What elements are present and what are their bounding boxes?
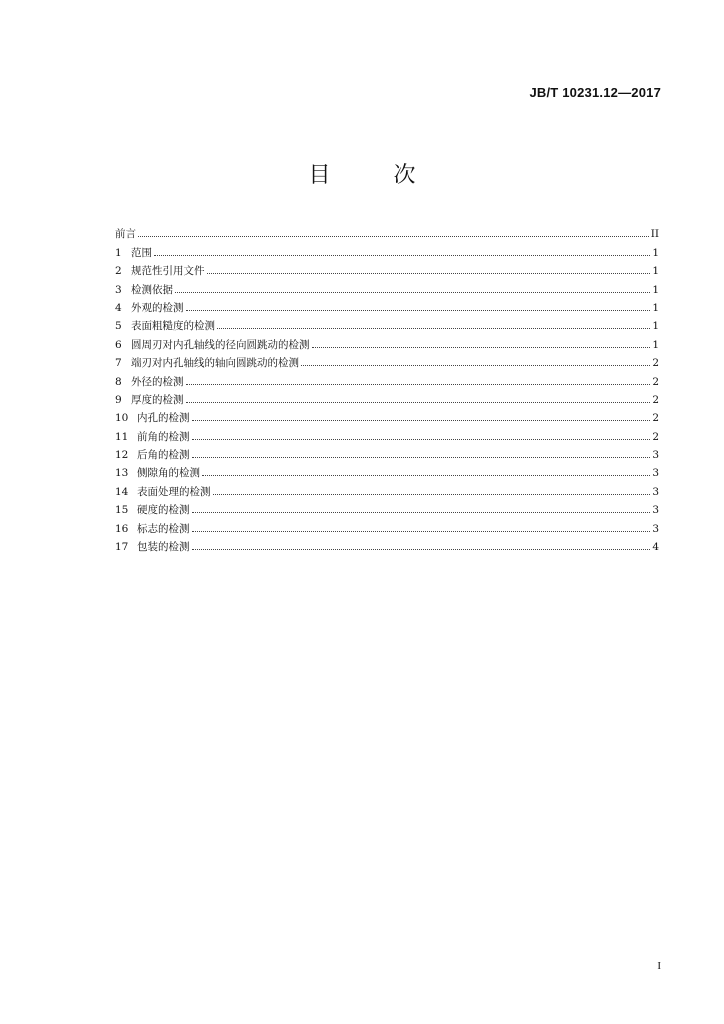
dot-leader <box>138 236 649 237</box>
toc-entry-page: 2 <box>652 357 659 370</box>
toc-entry-page: 3 <box>652 504 659 517</box>
toc-entry[interactable] <box>115 461 659 479</box>
dot-leader <box>186 310 651 311</box>
toc-entry[interactable] <box>115 443 659 461</box>
dot-leader <box>192 531 651 532</box>
toc-entry-label: 范围 <box>131 246 152 259</box>
toc-entry-number: 15 <box>115 504 129 517</box>
dot-leader <box>175 292 650 293</box>
toc-entry-label: 外径的检测 <box>131 375 184 388</box>
toc-entry-page: 3 <box>652 467 659 480</box>
toc-entry[interactable] <box>115 479 659 497</box>
toc-entry[interactable] <box>115 535 659 553</box>
dot-leader <box>207 273 651 274</box>
toc-entry-page: 2 <box>652 375 659 388</box>
toc-entry[interactable] <box>115 424 659 442</box>
toc-entry-number: 6 <box>115 338 122 351</box>
toc-entry-page: 2 <box>652 430 659 443</box>
dot-leader <box>192 457 651 458</box>
toc-entry[interactable] <box>115 240 659 258</box>
toc-entry-page: 1 <box>652 301 659 314</box>
toc-entry-label: 包装的检测 <box>137 541 190 554</box>
dot-leader <box>186 384 651 385</box>
toc-entry-label: 前角的检测 <box>137 430 190 443</box>
dot-leader <box>192 512 651 513</box>
page-title: 目 次 <box>308 163 444 188</box>
dot-leader <box>154 255 650 256</box>
toc-entry-number: 3 <box>115 283 122 296</box>
toc-entry[interactable] <box>115 369 659 387</box>
toc-entry-label: 表面处理的检测 <box>137 485 211 498</box>
toc-entry[interactable] <box>115 406 659 424</box>
dot-leader <box>186 402 651 403</box>
dot-leader <box>192 549 651 550</box>
standard-code: JB/T 10231.12—2017 <box>529 85 661 100</box>
toc-entry-label: 前言 <box>115 228 136 241</box>
toc-entry-number: 17 <box>115 541 129 554</box>
toc-entry-page: 2 <box>652 412 659 425</box>
toc-entry-label: 侧隙角的检测 <box>137 467 200 480</box>
toc-entry-number: 9 <box>115 393 122 406</box>
toc-entry[interactable] <box>115 351 659 369</box>
toc-entry-label: 标志的检测 <box>137 522 190 535</box>
table-of-contents <box>115 222 659 553</box>
dot-leader <box>312 347 651 348</box>
toc-entry-number: 11 <box>115 430 129 443</box>
toc-entry-label: 外观的检测 <box>131 301 184 314</box>
toc-entry-number: 14 <box>115 485 129 498</box>
toc-entry-label: 表面粗糙度的检测 <box>131 320 215 333</box>
toc-entry-label: 厚度的检测 <box>131 393 184 406</box>
dot-leader <box>192 420 651 421</box>
toc-entry[interactable] <box>115 222 659 240</box>
toc-entry-number: 13 <box>115 467 129 480</box>
dot-leader <box>202 475 650 476</box>
toc-entry-page: II <box>650 228 659 241</box>
toc-entry[interactable] <box>115 388 659 406</box>
toc-entry-number: 8 <box>115 375 122 388</box>
toc-entry-number: 12 <box>115 449 129 462</box>
toc-entry-label: 内孔的检测 <box>137 412 190 425</box>
toc-entry-number: 16 <box>115 522 129 535</box>
toc-entry-page: 1 <box>652 283 659 296</box>
toc-entry[interactable] <box>115 277 659 295</box>
toc-entry-label: 圆周刃对内孔轴线的径向圆跳动的检测 <box>131 338 310 351</box>
toc-entry-label: 端刃对内孔轴线的轴向圆跳动的检测 <box>131 357 299 370</box>
page-number: I <box>657 960 661 972</box>
toc-entry-number: 7 <box>115 357 122 370</box>
toc-entry-label: 硬度的检测 <box>137 504 190 517</box>
dot-leader <box>213 494 651 495</box>
dot-leader <box>217 328 650 329</box>
toc-entry[interactable] <box>115 314 659 332</box>
toc-entry-label: 后角的检测 <box>137 449 190 462</box>
toc-entry-page: 1 <box>652 320 659 333</box>
toc-entry-page: 3 <box>652 522 659 535</box>
toc-entry-label: 检测依据 <box>131 283 173 296</box>
toc-entry-page: 3 <box>652 449 659 462</box>
toc-entry-number: 1 <box>115 246 122 259</box>
toc-entry-label: 规范性引用文件 <box>131 265 205 278</box>
toc-entry-number: 5 <box>115 320 122 333</box>
toc-entry-number: 2 <box>115 265 122 278</box>
toc-entry-page: 4 <box>652 541 659 554</box>
toc-entry[interactable] <box>115 498 659 516</box>
dot-leader <box>192 439 651 440</box>
toc-entry[interactable] <box>115 516 659 534</box>
toc-entry-page: 3 <box>652 485 659 498</box>
toc-entry-page: 1 <box>652 246 659 259</box>
toc-entry-page: 2 <box>652 393 659 406</box>
toc-entry-number: 4 <box>115 301 122 314</box>
toc-entry-page: 1 <box>652 265 659 278</box>
toc-entry[interactable] <box>115 296 659 314</box>
toc-entry[interactable] <box>115 259 659 277</box>
dot-leader <box>301 365 650 366</box>
toc-entry-number: 10 <box>115 412 129 425</box>
toc-entry[interactable] <box>115 332 659 350</box>
toc-entry-page: 1 <box>652 338 659 351</box>
